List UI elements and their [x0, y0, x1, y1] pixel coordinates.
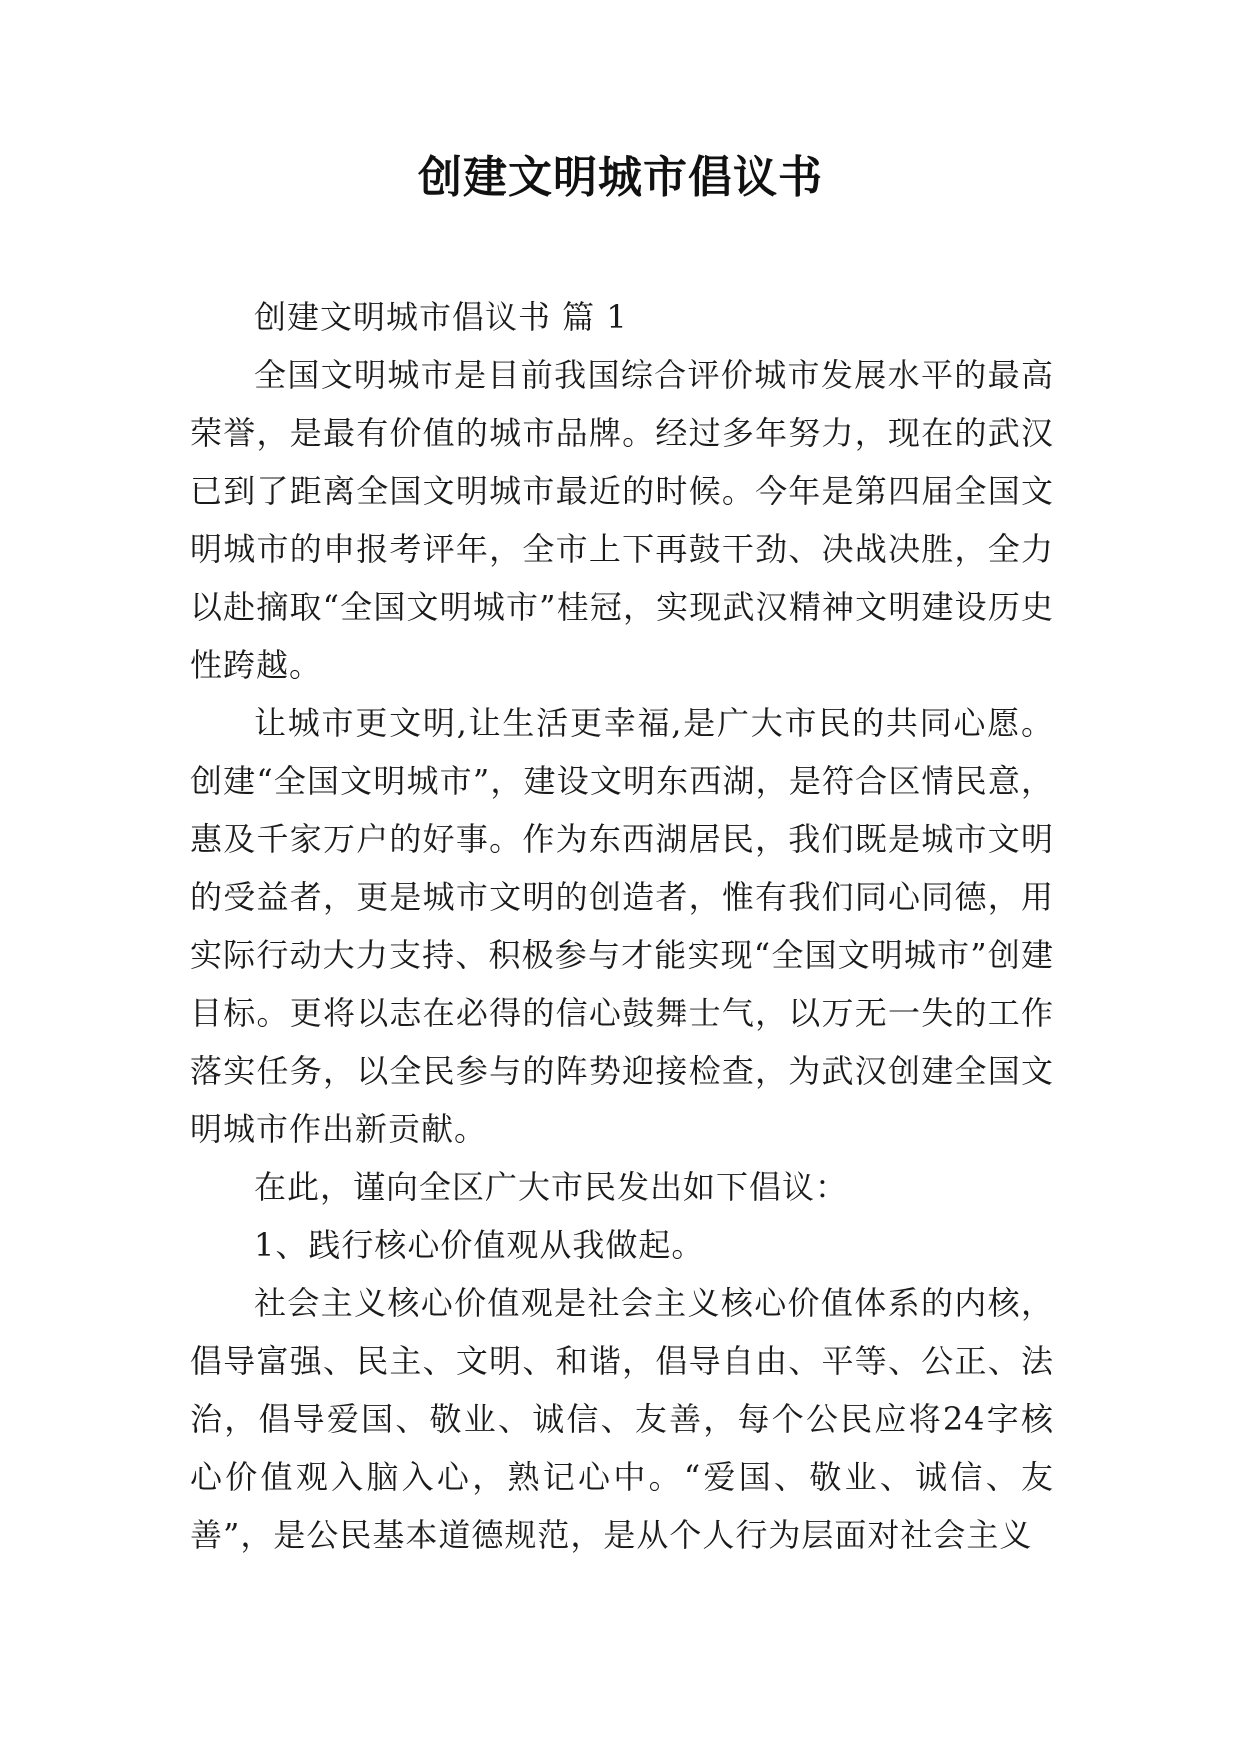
paragraph-intro: 全国文明城市是目前我国综合评价城市发展水平的最高荣誉，是最有价值的城市品牌。经过多年努力，现在的武汉已到了距离全国文明城市最近的时候。今年是第四届全国文明城市的申报考评年，全市上下再鼓干劲、决战决胜，全力以赴摘取“全国文明城市”桂冠，实现武汉精神文明建设历史性跨越。	[190, 356, 1054, 684]
paragraph-proposal-lead: 在此，谨向全区广大市民发出如下倡议：	[254, 1168, 849, 1206]
document-title: 创建文明城市倡议书	[418, 152, 823, 203]
paragraph-section-heading: 创建文明城市倡议书 篇 1	[254, 298, 628, 336]
paragraph-item-1-heading: 1、践行核心价值观从我做起。	[254, 1226, 705, 1264]
paragraph-core-values: 社会主义核心价值观是社会主义核心价值体系的内核，倡导富强、民主、文明、和谐，倡导自由、平等、公正、法治，倡导爱国、敬业、诚信、友善，每个公民应将24字核心价值观入脑入心，熟记心中。“爱国、敬业、诚信、友善”，是公民基本道德规范，是从个人行为层面对社会主义	[190, 1284, 1054, 1554]
document-body	[190, 288, 1054, 1564]
paragraph-wish: 让城市更文明,让生活更幸福,是广大市民的共同心愿。创建“全国文明城市”，建设文明东西湖，是符合区情民意，惠及千家万户的好事。作为东西湖居民，我们既是城市文明的受益者，更是城市文明的创造者，惟有我们同心同德，用实际行动大力支持、积极参与才能实现“全国文明城市”创建目标。更将以志在必得的信心鼓舞士气，以万无一失的工作落实任务，以全民参与的阵势迎接检查，为武汉创建全国文明城市作出新贡献。	[190, 704, 1054, 1148]
